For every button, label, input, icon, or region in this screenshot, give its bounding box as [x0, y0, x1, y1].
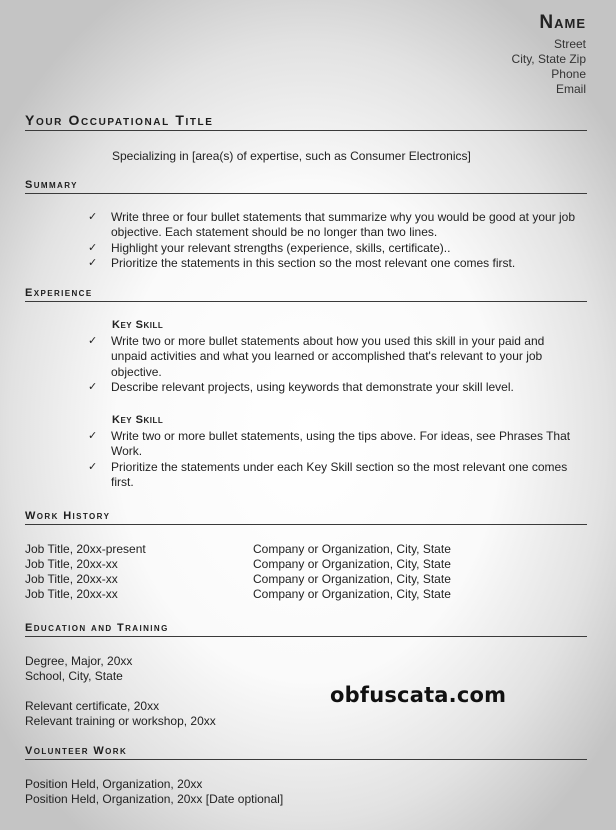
summary-bullet: ✓ Write three or four bullet statements that summarize why you would be good at your job objective. Each statement should be no longer than two lines.: [88, 210, 576, 240]
checkmark-icon: ✓: [88, 211, 98, 223]
checkmark-icon: ✓: [88, 256, 98, 269]
email: Email: [555, 82, 586, 96]
work-history-row: [25, 587, 585, 601]
key-skill-label: Key Skill: [112, 319, 164, 331]
experience-bullet: ✓ Describe relevant projects, using keywords that demonstrate your skill level.: [88, 379, 514, 394]
volunteer-item: Position Held, Organization, 20xx: [25, 777, 203, 791]
applicant-name: Name: [539, 12, 586, 33]
experience-heading: Experience: [25, 287, 587, 302]
job-title: Job Title, 20xx-present: [25, 542, 146, 556]
training: Relevant training or workshop, 20xx: [25, 714, 216, 728]
education-heading: Education and Training: [25, 622, 587, 637]
specializing-statement: Specializing in [area(s) of expertise, such as Consumer Electronics]: [112, 149, 471, 163]
work-history-row: [25, 572, 585, 586]
school: School, City, State: [25, 669, 123, 683]
work-history-heading: Work History: [25, 510, 587, 525]
summary-bullet: ✓ Highlight your relevant strengths (experience, skills, certificate)..: [88, 240, 451, 255]
key-skill-label: Key Skill: [112, 414, 164, 426]
volunteer-item: Position Held, Organization, 20xx [Date optional]: [25, 792, 284, 806]
summary-bullets: [88, 210, 583, 271]
company: Company or Organization, City, State: [253, 557, 451, 571]
key-skill-bullets: [88, 334, 583, 395]
certificate: Relevant certificate, 20xx: [25, 699, 160, 713]
experience-bullet: ✓ Prioritize the statements under each Key Skill section so the most relevant one comes first.: [88, 459, 568, 489]
occupational-title-heading: Your Occupational Title: [25, 112, 587, 131]
work-history-row: [25, 542, 585, 556]
street: Street: [553, 37, 586, 51]
summary-heading: Summary: [25, 179, 587, 194]
checkmark-icon: ✓: [88, 430, 98, 442]
company: Company or Organization, City, State: [253, 542, 451, 556]
company: Company or Organization, City, State: [253, 587, 451, 601]
checkmark-icon: ✓: [88, 335, 98, 347]
experience-bullet: ✓ Write two or more bullet statements, using the tips above. For ideas, see Phrases That Work.: [88, 429, 571, 459]
checkmark-icon: ✓: [88, 241, 98, 254]
experience-bullet: ✓ Write two or more bullet statements about how you used this skill in your paid and unpaid activities and what you learned or accomplished that's relevant to your job objective.: [88, 334, 545, 379]
degree: Degree, Major, 20xx: [25, 654, 133, 668]
checkmark-icon: ✓: [88, 380, 98, 393]
key-skill-bullets: [88, 429, 583, 490]
phone: Phone: [551, 67, 586, 81]
volunteer-heading: Volunteer Work: [25, 745, 587, 760]
checkmark-icon: ✓: [88, 460, 98, 473]
job-title: Job Title, 20xx-xx: [25, 572, 118, 586]
job-title: Job Title, 20xx-xx: [25, 587, 118, 601]
watermark: obfuscata.com: [330, 683, 507, 707]
job-title: Job Title, 20xx-xx: [25, 557, 118, 571]
company: Company or Organization, City, State: [253, 572, 451, 586]
work-history-row: [25, 557, 585, 571]
summary-bullet: ✓ Prioritize the statements in this section so the most relevant one comes first.: [88, 255, 516, 270]
city-state-zip: City, State Zip: [511, 52, 586, 66]
